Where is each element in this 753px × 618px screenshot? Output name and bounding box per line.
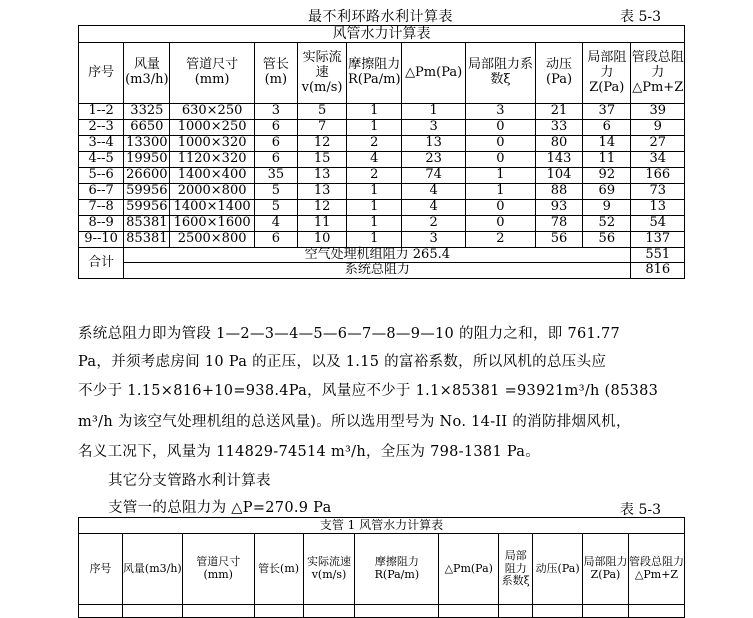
- branch-resistance-line: 支管一的总阻力为 △P=270.9 Pa: [108, 500, 332, 516]
- table-header-row: [79, 43, 685, 104]
- table-cell: 3325: [124, 104, 170, 120]
- header-cell: △Pm(Pa): [402, 43, 466, 104]
- table-cell: 4: [347, 151, 402, 167]
- table-cell: 10: [297, 231, 346, 247]
- table-cell: 6: [254, 231, 297, 247]
- header-cell: 管段总阻力△Pm+Z: [631, 43, 685, 104]
- table-cell: 3: [402, 231, 466, 247]
- paragraph-line: m³/h 为该空气处理机组的总送风量)。所以选用型号为 No. 14-II 的消防排烟风机，: [78, 414, 631, 430]
- table-cell: 21: [535, 104, 582, 120]
- table-cell: 88: [535, 183, 582, 199]
- table-cell: 2--3: [79, 120, 124, 136]
- header-cell: 风量(m3/h): [124, 43, 170, 104]
- table-cell: 1: [466, 167, 536, 183]
- table-cell: 5: [254, 183, 297, 199]
- table-cell: 137: [631, 231, 685, 247]
- table-cell: 33: [535, 120, 582, 136]
- table-cell: 13300: [124, 135, 170, 151]
- table-header-row: [79, 534, 685, 605]
- main-title: 最不利环路水利计算表: [308, 9, 453, 25]
- table-cell: 1: [347, 199, 402, 215]
- table-caption: 支管 1 风管水力计算表: [79, 518, 685, 534]
- table-row: [79, 183, 685, 199]
- section-heading: 其它分支管路水利计算表: [108, 473, 271, 489]
- table-cell: 4: [402, 183, 466, 199]
- paragraph-line: 名义工况下，风量为 114829-74514 m³/h，全压为 798-1381 Pa。: [78, 444, 541, 460]
- table-cell: 11: [297, 215, 346, 231]
- table-cell: 0: [466, 120, 536, 136]
- table-cell: 13: [297, 183, 346, 199]
- table-cell: 13: [297, 167, 346, 183]
- table-cell: 4--5: [79, 151, 124, 167]
- header-cell: 管道尺寸(mm): [170, 43, 254, 104]
- table-cell: 166: [631, 167, 685, 183]
- table-cell: 15: [297, 151, 346, 167]
- pipe-table-branch: [78, 517, 685, 618]
- table-cell: 8--9: [79, 215, 124, 231]
- header-cell: 局部阻力系数ξ: [466, 43, 536, 104]
- table-cell: 52: [583, 215, 631, 231]
- table-cell: 2000×800: [170, 183, 254, 199]
- paragraph-line: 不少于 1.15×816+10=938.4Pa，风量应不少于 1.1×85381 =93921m³/h (85383: [78, 383, 659, 399]
- table-cell: 1: [466, 183, 536, 199]
- header-cell: 动压(Pa): [533, 534, 583, 605]
- header-cell: 管长(m): [254, 534, 303, 605]
- table-cell: 0: [466, 135, 536, 151]
- table-cell: 59956: [124, 199, 170, 215]
- table-cell: 56: [583, 231, 631, 247]
- table-cell: 23: [402, 151, 466, 167]
- table-cell: 0: [466, 151, 536, 167]
- table-cell: 37: [583, 104, 631, 120]
- header-cell: 序号: [79, 534, 123, 605]
- table-cell: 2: [402, 215, 466, 231]
- table-cell: 1: [347, 231, 402, 247]
- table-row: [79, 151, 685, 167]
- header-cell: 实际流速v(m/s): [303, 534, 355, 605]
- table-cell: 73: [631, 183, 685, 199]
- total-row-label: 空气处理机组阻力 265.4: [124, 247, 631, 263]
- total-label: 合计: [79, 247, 124, 279]
- header-cell: 局部阻力Z(Pa): [583, 534, 629, 605]
- table-cell: 59956: [124, 183, 170, 199]
- table-cell: 104: [535, 167, 582, 183]
- paragraph-line: Pa，并须考虑房间 10 Pa 的正压，以及 1.15 的富裕系数，所以风机的总压头应: [78, 354, 607, 370]
- table-cell: 1000×320: [170, 135, 254, 151]
- table-row: [79, 120, 685, 136]
- header-cell: 风量(m3/h): [122, 534, 182, 605]
- table-row: [79, 104, 685, 120]
- header-cell: 管长(m): [254, 43, 297, 104]
- table-cell: 6: [254, 151, 297, 167]
- table-cell: 14: [583, 135, 631, 151]
- total-row-value: 816: [631, 263, 685, 279]
- table-cell: 3--4: [79, 135, 124, 151]
- paragraph-line: 系统总阻力即为管段 1—2—3—4—5—6—7—8—9—10 的阻力之和，即 761.77: [78, 326, 621, 342]
- header-cell: 管道尺寸(mm): [182, 534, 254, 605]
- table-cell: 80: [535, 135, 582, 151]
- table-cell: 85381: [124, 215, 170, 231]
- table-cell: 1400×1400: [170, 199, 254, 215]
- table-cell: 5--6: [79, 167, 124, 183]
- header-cell: △Pm(Pa): [439, 534, 499, 605]
- header-cell: 动压(Pa): [535, 43, 582, 104]
- table-cell: 85381: [124, 231, 170, 247]
- table-cell: 6650: [124, 120, 170, 136]
- header-cell: 摩擦阻力R(Pa/m): [355, 534, 439, 605]
- table-cell: 26600: [124, 167, 170, 183]
- table-cell: 630×250: [170, 104, 254, 120]
- table-cell: 5: [297, 104, 346, 120]
- table-cell: 6--7: [79, 183, 124, 199]
- table-cell: 1: [402, 104, 466, 120]
- table-caption: 风管水力计算表: [79, 26, 685, 43]
- total-row-value: 551: [631, 247, 685, 263]
- table-cell: 92: [583, 167, 631, 183]
- table-cell: 19950: [124, 151, 170, 167]
- table-cell: 13: [631, 199, 685, 215]
- table-cell: 1: [347, 104, 402, 120]
- table-cell: 2: [347, 167, 402, 183]
- table-cell: 2500×800: [170, 231, 254, 247]
- table-cell: 12: [297, 135, 346, 151]
- header-cell: 实际流速v(m/s): [297, 43, 346, 104]
- table-row: [79, 199, 685, 215]
- table-cell: 2: [466, 231, 536, 247]
- table-cell: 35: [254, 167, 297, 183]
- total-row-label: 系统总阻力: [124, 263, 631, 279]
- table-row: [79, 167, 685, 183]
- table-cell: 1: [347, 215, 402, 231]
- table-cell: 3: [466, 104, 536, 120]
- header-cell: 管段总阻力△Pm+Z: [628, 534, 684, 605]
- table-cell: 0: [466, 199, 536, 215]
- table-cell: 3: [402, 120, 466, 136]
- pipe-table-main: [78, 25, 685, 279]
- table-tag: 表 5-3: [620, 502, 661, 518]
- table-cell: 6: [583, 120, 631, 136]
- table-cell: 7--8: [79, 199, 124, 215]
- table-cell: 39: [631, 104, 685, 120]
- table-cell: 1400×400: [170, 167, 254, 183]
- table-cell: 1000×250: [170, 120, 254, 136]
- table-row: [79, 215, 685, 231]
- table-cell: 0: [466, 215, 536, 231]
- table-cell: 27: [631, 135, 685, 151]
- table-cell: 6: [254, 135, 297, 151]
- table-cell: 12: [297, 199, 346, 215]
- table-row: [79, 605, 685, 618]
- table-cell: 4: [402, 199, 466, 215]
- table-cell: 1600×1600: [170, 215, 254, 231]
- table-cell: 78: [535, 215, 582, 231]
- table-cell: 3: [254, 104, 297, 120]
- table-row: [79, 231, 685, 247]
- table-cell: 5: [254, 199, 297, 215]
- table-cell: 93: [535, 199, 582, 215]
- table-cell: 4: [254, 215, 297, 231]
- header-cell: 序号: [79, 43, 124, 104]
- table-cell: 9: [583, 199, 631, 215]
- table-cell: 56: [535, 231, 582, 247]
- table-cell: 1: [347, 183, 402, 199]
- table-row: [79, 135, 685, 151]
- table-cell: 1--2: [79, 104, 124, 120]
- table-cell: 9: [631, 120, 685, 136]
- table-cell: 1: [347, 120, 402, 136]
- header-cell: 局部阻力系数ξ: [499, 534, 533, 605]
- table-cell: 13: [402, 135, 466, 151]
- table-cell: 9--10: [79, 231, 124, 247]
- table-cell: 54: [631, 215, 685, 231]
- table-cell: 74: [402, 167, 466, 183]
- table-cell: 1120×320: [170, 151, 254, 167]
- table-cell: 2: [347, 135, 402, 151]
- table-cell: 34: [631, 151, 685, 167]
- table-tag: 表 5-3: [620, 9, 661, 25]
- table-cell: 6: [254, 120, 297, 136]
- table-cell: 11: [583, 151, 631, 167]
- table-cell: 143: [535, 151, 582, 167]
- table-cell: 69: [583, 183, 631, 199]
- table-cell: 7: [297, 120, 346, 136]
- header-cell: 摩擦阻力R(Pa/m): [347, 43, 402, 104]
- header-cell: 局部阻力Z(Pa): [583, 43, 631, 104]
